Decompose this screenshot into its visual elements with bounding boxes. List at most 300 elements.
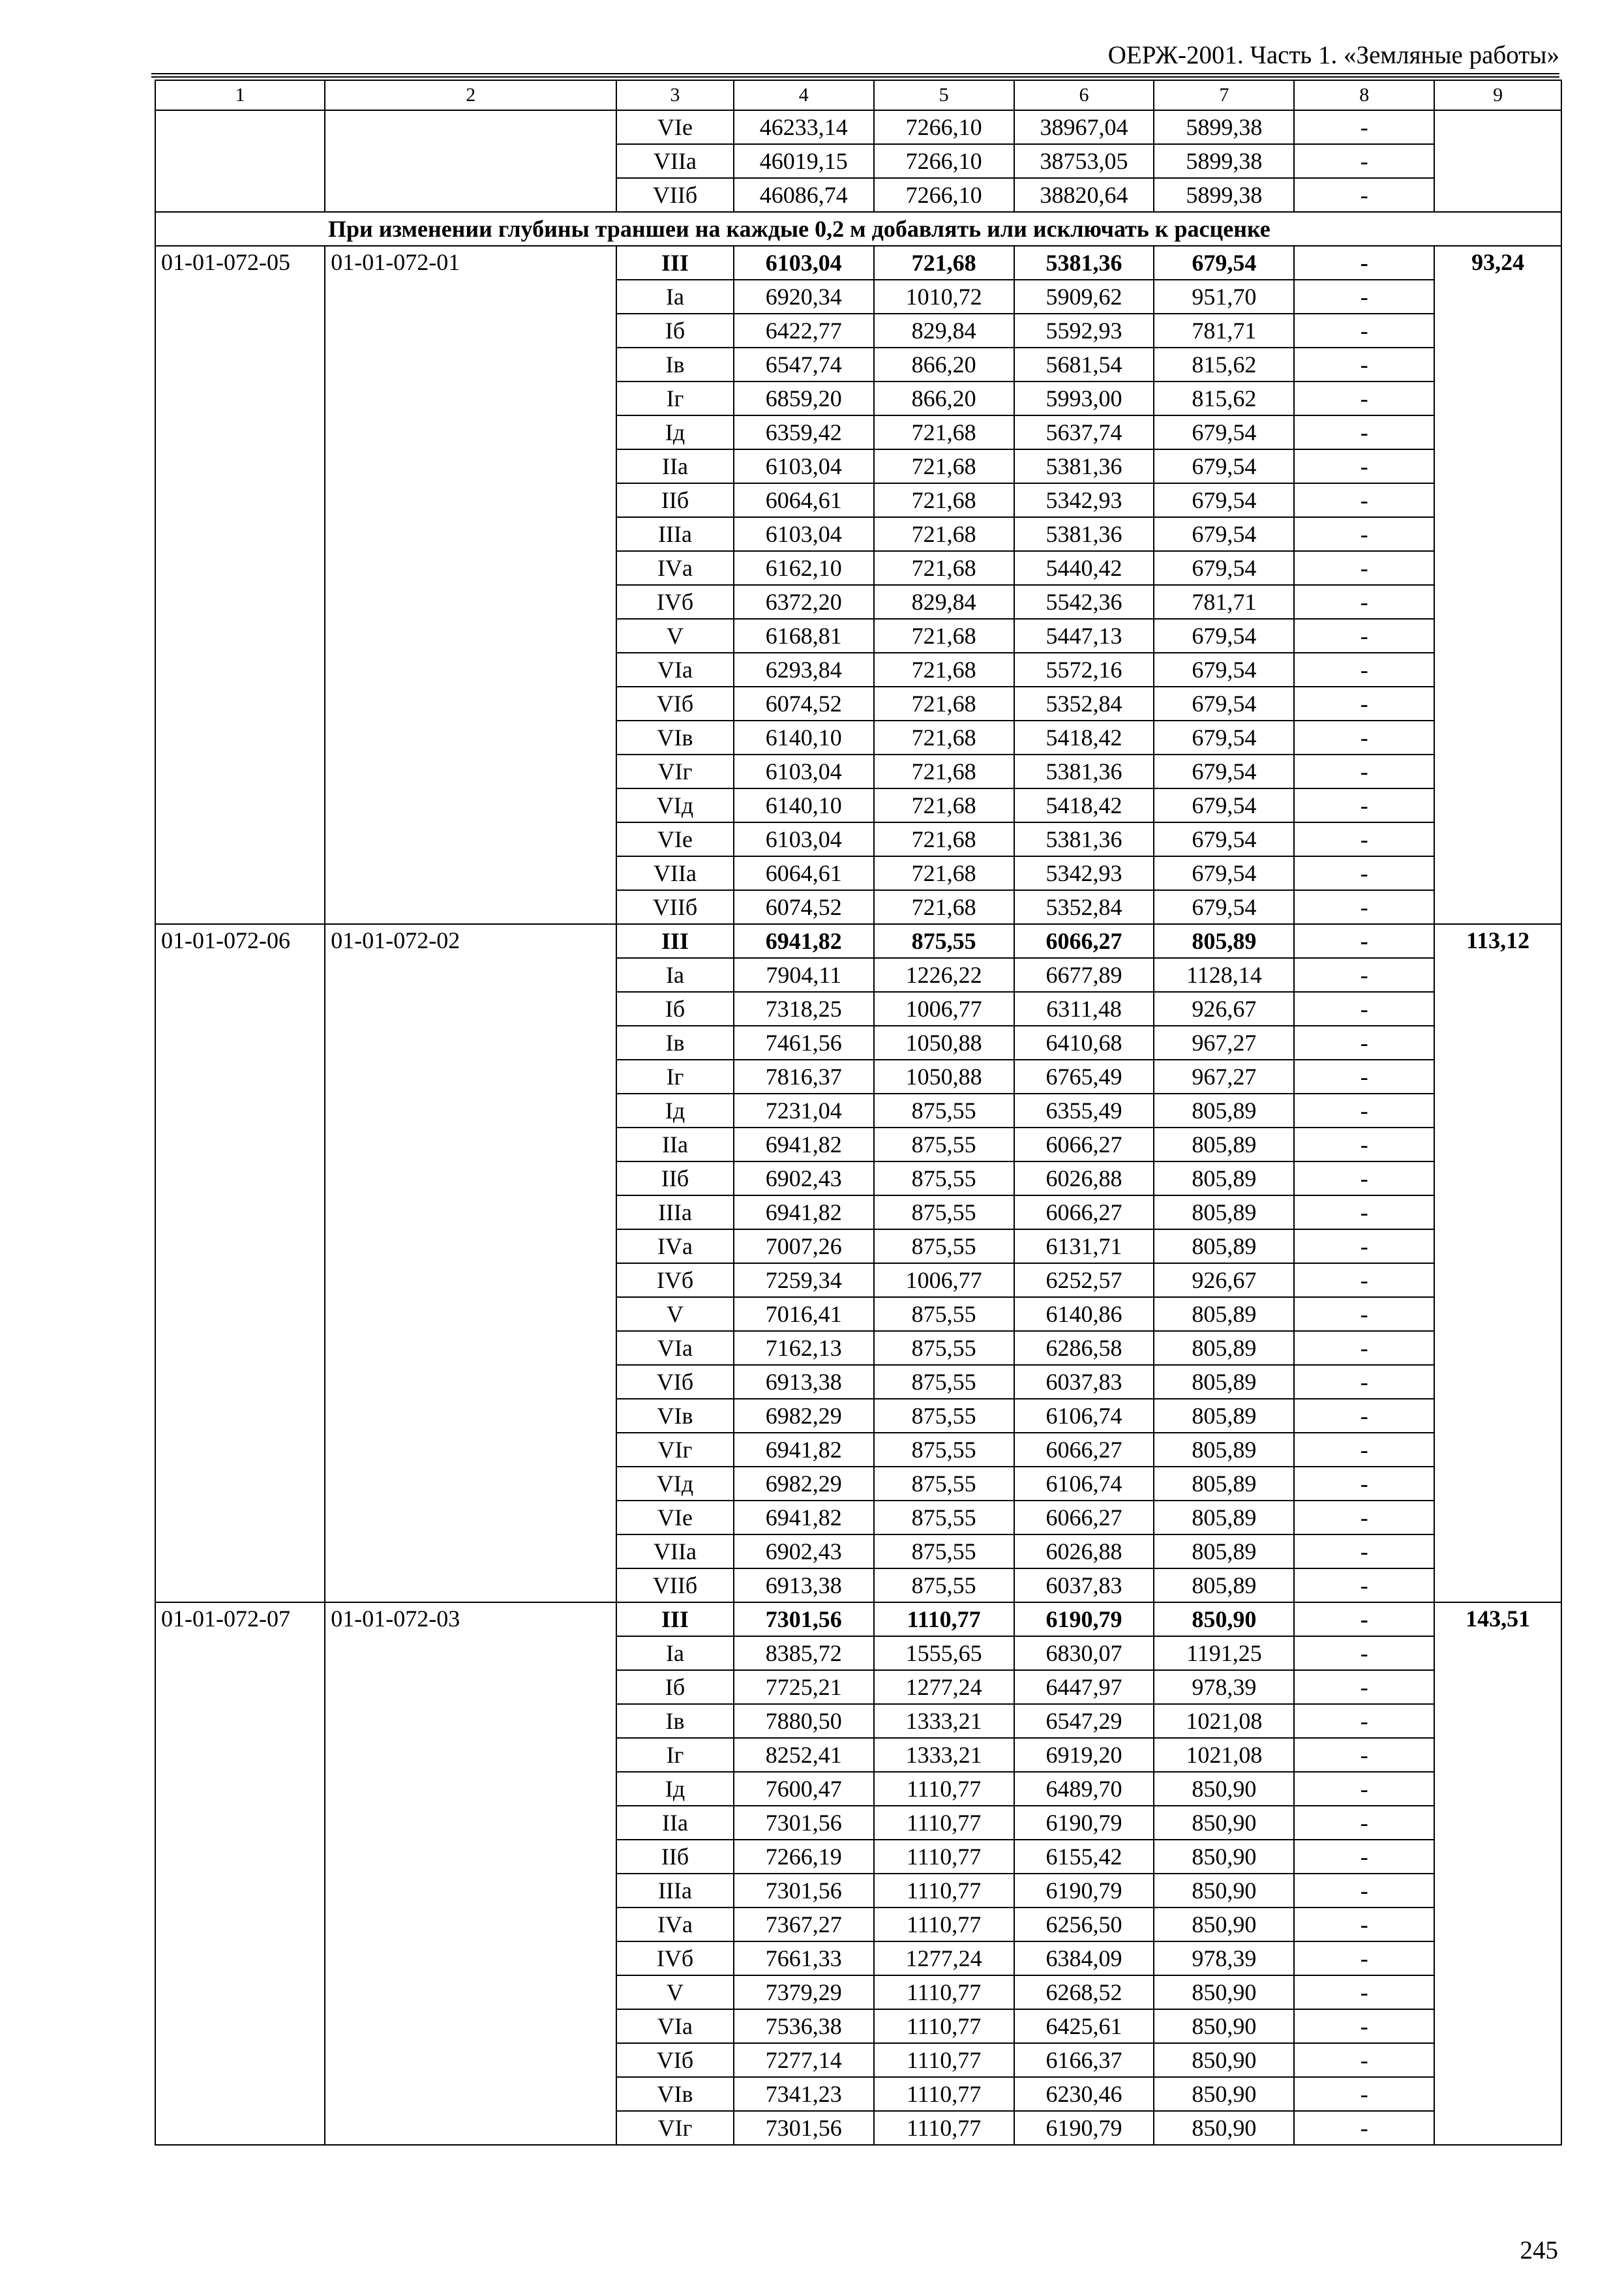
value-cell: -: [1294, 1568, 1434, 1602]
value-cell: 6311,48: [1014, 992, 1154, 1026]
value-cell: 6902,43: [734, 1534, 874, 1568]
value-cell: 6941,82: [734, 1501, 874, 1534]
value-cell: 805,89: [1154, 1365, 1294, 1399]
column-number-cell: 7: [1154, 80, 1294, 110]
value-cell: VIа: [616, 2009, 734, 2043]
value-cell: Iб: [616, 992, 734, 1026]
value-cell: 6140,86: [1014, 1297, 1154, 1331]
base-rate-code-cell: 01-01-072-03: [325, 1602, 616, 2145]
value-cell: 850,90: [1154, 1806, 1294, 1840]
value-cell: VIа: [616, 653, 734, 687]
value-cell: -: [1294, 1874, 1434, 1908]
value-cell: 7266,10: [874, 110, 1014, 144]
value-cell: IIIа: [616, 1874, 734, 1908]
value-cell: 721,68: [874, 721, 1014, 755]
value-cell: 5909,62: [1014, 280, 1154, 314]
value-cell: 679,54: [1154, 856, 1294, 890]
value-cell: -: [1294, 822, 1434, 856]
value-cell: 6106,74: [1014, 1467, 1154, 1501]
value-cell: IIа: [616, 1806, 734, 1840]
value-cell: 7904,11: [734, 958, 874, 992]
value-cell: IVа: [616, 1908, 734, 1941]
value-cell: 5899,38: [1154, 144, 1294, 178]
value-cell: 6359,42: [734, 415, 874, 449]
value-cell: 967,27: [1154, 1026, 1294, 1060]
value-cell: 875,55: [874, 1399, 1014, 1433]
value-cell: 6268,52: [1014, 1975, 1154, 2009]
value-cell: -: [1294, 2111, 1434, 2145]
value-cell: 5381,36: [1014, 822, 1154, 856]
value-cell: 1110,77: [874, 1874, 1014, 1908]
value-cell: 6941,82: [734, 1433, 874, 1467]
value-cell: -: [1294, 992, 1434, 1026]
value-cell: 6026,88: [1014, 1161, 1154, 1195]
value-cell: 1110,77: [874, 1975, 1014, 2009]
rates-table-body: [155, 80, 1561, 2145]
value-cell: -: [1294, 1501, 1434, 1534]
value-cell: IVа: [616, 1229, 734, 1263]
value-cell: 7162,13: [734, 1331, 874, 1365]
value-cell: VIе: [616, 1501, 734, 1534]
value-cell: 978,39: [1154, 1670, 1294, 1704]
value-cell: 8385,72: [734, 1636, 874, 1670]
value-cell: -: [1294, 483, 1434, 517]
value-cell: 6037,83: [1014, 1365, 1154, 1399]
value-cell: -: [1294, 1161, 1434, 1195]
value-cell: Iа: [616, 280, 734, 314]
value-cell: 805,89: [1154, 1229, 1294, 1263]
value-cell: 6166,37: [1014, 2043, 1154, 2077]
value-cell: 721,68: [874, 415, 1014, 449]
value-cell: 6074,52: [734, 890, 874, 924]
header-rule-double: [151, 76, 1559, 78]
value-cell: 6286,58: [1014, 1331, 1154, 1365]
value-cell: 805,89: [1154, 1297, 1294, 1331]
value-cell: 6103,04: [734, 755, 874, 788]
value-cell: 46086,74: [734, 178, 874, 212]
value-cell: 6162,10: [734, 551, 874, 585]
value-cell: 679,54: [1154, 246, 1294, 280]
value-cell: Iд: [616, 1094, 734, 1128]
value-cell: 7661,33: [734, 1941, 874, 1975]
value-cell: -: [1294, 755, 1434, 788]
value-cell: 875,55: [874, 1433, 1014, 1467]
value-cell: -: [1294, 280, 1434, 314]
value-cell: -: [1294, 1636, 1434, 1670]
value-cell: VIб: [616, 1365, 734, 1399]
base-rate-code-cell: 01-01-072-01: [325, 246, 616, 924]
value-cell: 6913,38: [734, 1568, 874, 1602]
value-cell: 5899,38: [1154, 178, 1294, 212]
value-cell: 805,89: [1154, 1399, 1294, 1433]
value-cell: 7301,56: [734, 1806, 874, 1840]
value-cell: IVб: [616, 1941, 734, 1975]
value-cell: 7379,29: [734, 1975, 874, 2009]
value-cell: 875,55: [874, 924, 1014, 958]
value-cell: 6982,29: [734, 1399, 874, 1433]
value-cell: 951,70: [1154, 280, 1294, 314]
value-cell: 721,68: [874, 822, 1014, 856]
value-cell: 6103,04: [734, 822, 874, 856]
value-cell: 6230,46: [1014, 2077, 1154, 2111]
value-cell: 6355,49: [1014, 1094, 1154, 1128]
value-cell: 1021,08: [1154, 1738, 1294, 1772]
column-number-row: [155, 80, 1561, 110]
value-cell: 5381,36: [1014, 517, 1154, 551]
value-cell: 1191,25: [1154, 1636, 1294, 1670]
value-cell: 721,68: [874, 449, 1014, 483]
value-cell: 7301,56: [734, 1874, 874, 1908]
value-cell: -: [1294, 1399, 1434, 1433]
value-cell: -: [1294, 415, 1434, 449]
value-cell: 7341,23: [734, 2077, 874, 2111]
value-cell: 38753,05: [1014, 144, 1154, 178]
value-cell: 7367,27: [734, 1908, 874, 1941]
value-cell: 805,89: [1154, 1501, 1294, 1534]
value-cell: VIе: [616, 110, 734, 144]
value-cell: 7259,34: [734, 1263, 874, 1297]
value-cell: 850,90: [1154, 1840, 1294, 1874]
value-cell: -: [1294, 314, 1434, 348]
value-cell: 1277,24: [874, 1670, 1014, 1704]
value-cell: 6982,29: [734, 1467, 874, 1501]
value-cell: 679,54: [1154, 653, 1294, 687]
column-9-value-cell: 143,51: [1434, 1602, 1561, 2145]
page-number: 245: [1520, 2236, 1558, 2264]
value-cell: 1333,21: [874, 1704, 1014, 1738]
value-cell: 781,71: [1154, 314, 1294, 348]
value-cell: 5418,42: [1014, 788, 1154, 822]
value-cell: IIIа: [616, 517, 734, 551]
value-cell: Iг: [616, 382, 734, 415]
value-cell: 7016,41: [734, 1297, 874, 1331]
value-cell: 6140,10: [734, 721, 874, 755]
column-9-cell-empty: [1434, 110, 1561, 212]
value-cell: 875,55: [874, 1195, 1014, 1229]
value-cell: 721,68: [874, 788, 1014, 822]
value-cell: -: [1294, 551, 1434, 585]
value-cell: 1110,77: [874, 2009, 1014, 2043]
value-cell: 6913,38: [734, 1365, 874, 1399]
value-cell: -: [1294, 1602, 1434, 1636]
value-cell: -: [1294, 2077, 1434, 2111]
value-cell: IIа: [616, 449, 734, 483]
value-cell: 1110,77: [874, 1908, 1014, 1941]
value-cell: 1110,77: [874, 2111, 1014, 2145]
value-cell: 6256,50: [1014, 1908, 1154, 1941]
header-rule: [151, 73, 1559, 74]
value-cell: -: [1294, 1908, 1434, 1941]
value-cell: VIв: [616, 721, 734, 755]
value-cell: 5681,54: [1014, 348, 1154, 382]
value-cell: -: [1294, 2009, 1434, 2043]
value-cell: VIIа: [616, 856, 734, 890]
value-cell: 6064,61: [734, 483, 874, 517]
value-cell: 850,90: [1154, 2009, 1294, 2043]
value-cell: 6547,29: [1014, 1704, 1154, 1738]
value-cell: -: [1294, 1297, 1434, 1331]
value-cell: VIг: [616, 755, 734, 788]
value-cell: 6547,74: [734, 348, 874, 382]
value-cell: 1277,24: [874, 1941, 1014, 1975]
value-cell: 1021,08: [1154, 1704, 1294, 1738]
value-cell: 6131,71: [1014, 1229, 1154, 1263]
value-cell: 6425,61: [1014, 2009, 1154, 2043]
value-cell: -: [1294, 788, 1434, 822]
value-cell: 679,54: [1154, 483, 1294, 517]
value-cell: -: [1294, 1941, 1434, 1975]
value-cell: 1110,77: [874, 2043, 1014, 2077]
value-cell: 46233,14: [734, 110, 874, 144]
value-cell: -: [1294, 1738, 1434, 1772]
value-cell: V: [616, 1975, 734, 2009]
value-cell: -: [1294, 1467, 1434, 1501]
value-cell: -: [1294, 1704, 1434, 1738]
value-cell: Iа: [616, 1636, 734, 1670]
value-cell: 850,90: [1154, 1908, 1294, 1941]
value-cell: 6066,27: [1014, 924, 1154, 958]
value-cell: 5637,74: [1014, 415, 1154, 449]
value-cell: 38820,64: [1014, 178, 1154, 212]
value-cell: Iв: [616, 1704, 734, 1738]
value-cell: 7600,47: [734, 1772, 874, 1806]
value-cell: VIв: [616, 1399, 734, 1433]
value-cell: -: [1294, 687, 1434, 721]
value-cell: 721,68: [874, 483, 1014, 517]
value-cell: -: [1294, 958, 1434, 992]
value-cell: -: [1294, 1094, 1434, 1128]
value-cell: -: [1294, 924, 1434, 958]
value-cell: -: [1294, 1128, 1434, 1161]
value-cell: VIе: [616, 822, 734, 856]
rate-code-cell: 01-01-072-05: [155, 246, 325, 924]
value-cell: 6765,49: [1014, 1060, 1154, 1094]
value-cell: 8252,41: [734, 1738, 874, 1772]
value-cell: IIа: [616, 1128, 734, 1161]
value-cell: -: [1294, 1975, 1434, 2009]
value-cell: -: [1294, 449, 1434, 483]
value-cell: 6919,20: [1014, 1738, 1154, 1772]
value-cell: 6941,82: [734, 924, 874, 958]
value-cell: VIв: [616, 2077, 734, 2111]
value-cell: 6155,42: [1014, 1840, 1154, 1874]
value-cell: 850,90: [1154, 1975, 1294, 2009]
value-cell: 6372,20: [734, 585, 874, 619]
value-cell: 7266,10: [874, 178, 1014, 212]
value-cell: 721,68: [874, 687, 1014, 721]
value-cell: VIб: [616, 2043, 734, 2077]
value-cell: 805,89: [1154, 924, 1294, 958]
value-cell: 7231,04: [734, 1094, 874, 1128]
value-cell: 5381,36: [1014, 246, 1154, 280]
value-cell: 805,89: [1154, 1161, 1294, 1195]
value-cell: Iб: [616, 314, 734, 348]
value-cell: -: [1294, 1195, 1434, 1229]
value-cell: 866,20: [874, 382, 1014, 415]
value-cell: 6941,82: [734, 1128, 874, 1161]
table-row: [155, 1602, 1561, 1636]
value-cell: IVб: [616, 585, 734, 619]
column-number-cell: 5: [874, 80, 1014, 110]
value-cell: 679,54: [1154, 517, 1294, 551]
value-cell: V: [616, 1297, 734, 1331]
value-cell: 7318,25: [734, 992, 874, 1026]
column-number-cell: 6: [1014, 80, 1154, 110]
value-cell: 866,20: [874, 348, 1014, 382]
code-cell-empty: [155, 110, 325, 212]
value-cell: Iб: [616, 1670, 734, 1704]
value-cell: IIб: [616, 1161, 734, 1195]
value-cell: 967,27: [1154, 1060, 1294, 1094]
column-9-value-cell: 93,24: [1434, 246, 1561, 924]
value-cell: 5418,42: [1014, 721, 1154, 755]
value-cell: 6422,77: [734, 314, 874, 348]
value-cell: 1555,65: [874, 1636, 1014, 1670]
value-cell: 829,84: [874, 314, 1014, 348]
value-cell: IVа: [616, 551, 734, 585]
value-cell: IIб: [616, 1840, 734, 1874]
value-cell: -: [1294, 1263, 1434, 1297]
value-cell: 5542,36: [1014, 585, 1154, 619]
value-cell: 6066,27: [1014, 1433, 1154, 1467]
value-cell: 850,90: [1154, 2111, 1294, 2145]
value-cell: 6140,10: [734, 788, 874, 822]
value-cell: -: [1294, 1534, 1434, 1568]
value-cell: -: [1294, 1331, 1434, 1365]
value-cell: 875,55: [874, 1365, 1014, 1399]
value-cell: 5899,38: [1154, 110, 1294, 144]
value-cell: 721,68: [874, 246, 1014, 280]
value-cell: Iг: [616, 1060, 734, 1094]
value-cell: -: [1294, 178, 1434, 212]
value-cell: 1110,77: [874, 1772, 1014, 1806]
value-cell: 1128,14: [1154, 958, 1294, 992]
value-cell: V: [616, 619, 734, 653]
value-cell: -: [1294, 1229, 1434, 1263]
value-cell: 679,54: [1154, 619, 1294, 653]
value-cell: 6902,43: [734, 1161, 874, 1195]
value-cell: 1333,21: [874, 1738, 1014, 1772]
value-cell: III: [616, 246, 734, 280]
value-cell: -: [1294, 517, 1434, 551]
value-cell: VIг: [616, 2111, 734, 2145]
column-number-cell: 4: [734, 80, 874, 110]
value-cell: 875,55: [874, 1331, 1014, 1365]
value-cell: 721,68: [874, 653, 1014, 687]
value-cell: Iв: [616, 348, 734, 382]
value-cell: VIа: [616, 1331, 734, 1365]
value-cell: 679,54: [1154, 721, 1294, 755]
value-cell: 5572,16: [1014, 653, 1154, 687]
value-cell: VIIа: [616, 1534, 734, 1568]
column-9-value-cell: 113,12: [1434, 924, 1561, 1602]
value-cell: -: [1294, 2043, 1434, 2077]
value-cell: 5447,13: [1014, 619, 1154, 653]
value-cell: 1050,88: [874, 1026, 1014, 1060]
value-cell: 679,54: [1154, 687, 1294, 721]
document-header-title: ОЕРЖ-2001. Часть 1. «Земляные работы»: [1107, 41, 1559, 69]
value-cell: 6074,52: [734, 687, 874, 721]
value-cell: 875,55: [874, 1534, 1014, 1568]
value-cell: VIIб: [616, 890, 734, 924]
value-cell: 6190,79: [1014, 1874, 1154, 1908]
value-cell: 805,89: [1154, 1433, 1294, 1467]
column-number-cell: 8: [1294, 80, 1434, 110]
value-cell: 7266,19: [734, 1840, 874, 1874]
column-number-cell: 1: [155, 80, 325, 110]
value-cell: 5381,36: [1014, 755, 1154, 788]
value-cell: VIб: [616, 687, 734, 721]
value-cell: 6037,83: [1014, 1568, 1154, 1602]
value-cell: 875,55: [874, 1094, 1014, 1128]
value-cell: 6190,79: [1014, 1602, 1154, 1636]
value-cell: 5352,84: [1014, 890, 1154, 924]
value-cell: 7461,56: [734, 1026, 874, 1060]
value-cell: 6252,57: [1014, 1263, 1154, 1297]
value-cell: 38967,04: [1014, 110, 1154, 144]
value-cell: 805,89: [1154, 1128, 1294, 1161]
value-cell: Iд: [616, 1772, 734, 1806]
value-cell: 679,54: [1154, 415, 1294, 449]
value-cell: Iа: [616, 958, 734, 992]
value-cell: 1010,72: [874, 280, 1014, 314]
value-cell: 7536,38: [734, 2009, 874, 2043]
value-cell: 721,68: [874, 517, 1014, 551]
value-cell: 5342,93: [1014, 483, 1154, 517]
table-row: [155, 110, 1561, 144]
value-cell: 6103,04: [734, 517, 874, 551]
value-cell: -: [1294, 1806, 1434, 1840]
value-cell: Iд: [616, 415, 734, 449]
value-cell: -: [1294, 890, 1434, 924]
value-cell: 7266,10: [874, 144, 1014, 178]
rate-code-cell: 01-01-072-06: [155, 924, 325, 1602]
value-cell: III: [616, 924, 734, 958]
value-cell: 5440,42: [1014, 551, 1154, 585]
value-cell: 1110,77: [874, 1806, 1014, 1840]
value-cell: 875,55: [874, 1501, 1014, 1534]
value-cell: 805,89: [1154, 1195, 1294, 1229]
value-cell: 6447,97: [1014, 1670, 1154, 1704]
table-row: [155, 924, 1561, 958]
value-cell: -: [1294, 1670, 1434, 1704]
column-number-cell: 3: [616, 80, 734, 110]
value-cell: IIб: [616, 483, 734, 517]
value-cell: -: [1294, 1060, 1434, 1094]
note-row: [155, 212, 1561, 246]
value-cell: VIIа: [616, 144, 734, 178]
value-cell: 815,62: [1154, 382, 1294, 415]
value-cell: 46019,15: [734, 144, 874, 178]
value-cell: 850,90: [1154, 2077, 1294, 2111]
value-cell: 6920,34: [734, 280, 874, 314]
value-cell: 6830,07: [1014, 1636, 1154, 1670]
value-cell: 805,89: [1154, 1467, 1294, 1501]
value-cell: 805,89: [1154, 1094, 1294, 1128]
value-cell: -: [1294, 1840, 1434, 1874]
value-cell: 875,55: [874, 1161, 1014, 1195]
value-cell: VIг: [616, 1433, 734, 1467]
value-cell: 875,55: [874, 1128, 1014, 1161]
value-cell: 721,68: [874, 619, 1014, 653]
value-cell: Iв: [616, 1026, 734, 1060]
value-cell: 679,54: [1154, 755, 1294, 788]
value-cell: VIIб: [616, 178, 734, 212]
value-cell: 815,62: [1154, 348, 1294, 382]
value-cell: 6293,84: [734, 653, 874, 687]
value-cell: 1226,22: [874, 958, 1014, 992]
value-cell: -: [1294, 144, 1434, 178]
